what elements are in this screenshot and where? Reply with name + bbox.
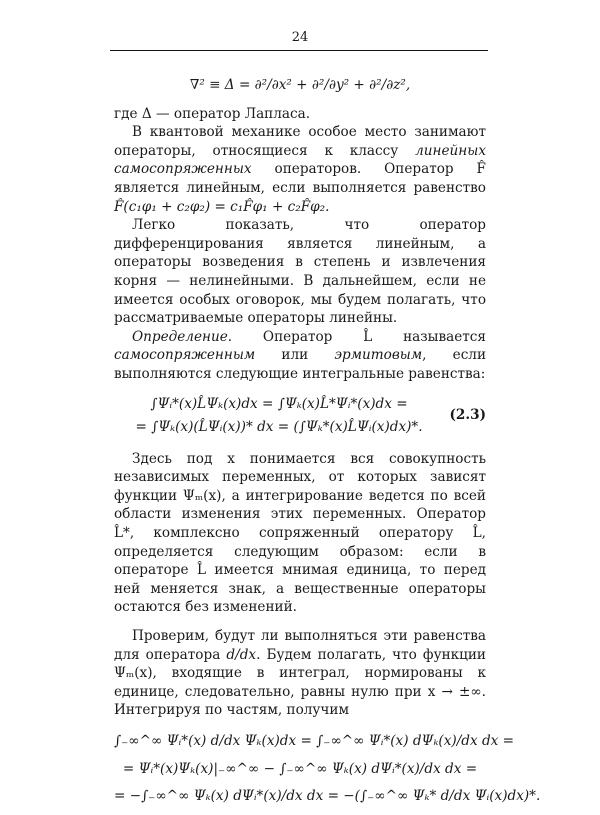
page-number: 24 [291, 30, 309, 45]
text: или [255, 347, 335, 364]
paragraph-differentiation: Легко показать, что оператор дифференцирования является линейным, а операторы возведения в степень и извлечения корня — нелинейными. В дальнейшем, если не имеется особых оговорок, мы будем полагать, что рассматриваемые операторы линейны. [114, 217, 486, 327]
definition-label: Определение [132, 328, 228, 345]
inline-operator-d-dx: d/dx [226, 646, 257, 663]
equation-line: ∫Ψᵢ*(x)L̂Ψₖ(x)dx = ∫Ψₖ(x)L̂*Ψᵢ*(x)dx = [150, 395, 408, 412]
text: . Будем полагать, что функции Ψₘ(x), входящие в интеграл, нормированы к единице, следовательно, равны нулю при x → ±∞. Интегрируя по частям, получим [114, 646, 486, 719]
header-rule [110, 50, 488, 51]
inline-equation-linearity: F̂(c₁φ₁ + c₂φ₂) = c₁F̂φ₁ + c₂F̂φ₂. [114, 198, 330, 215]
text: , если выполняются следующие интегральные равенства: [114, 347, 487, 382]
emphasis: линейных самосопряженных [114, 142, 486, 178]
equation-line: = Ψᵢ*(x)Ψₖ(x)|₋∞^∞ − ∫₋∞^∞ Ψₖ(x) dΨᵢ*(x)/dx dx = [122, 760, 478, 777]
paragraph-laplace: где Δ — оператор Лапласа. [114, 105, 311, 122]
equation-number: (2.3) [449, 407, 486, 424]
paragraph-linear-operators [114, 123, 486, 216]
text: В квантовой механике особое место занимают операторы, относящиеся к классу [114, 124, 486, 159]
paragraph-definition [114, 328, 486, 384]
equation-laplacian: ∇² ≡ Δ = ∂²/∂x² + ∂²/∂y² + ∂²/∂z², [189, 77, 411, 93]
emphasis: эрмитовым [334, 347, 423, 364]
equation-line: = −∫₋∞^∞ Ψₖ(x) dΨᵢ*(x)/dx dx = −(∫₋∞^∞ Ψₖ* d/dx Ψᵢ(x)dx)*. [114, 788, 541, 805]
page-body [114, 62, 541, 815]
equation-2-3 [114, 390, 486, 442]
paragraph-explanation: Здесь под x понимается вся совокупность независимых переменных, от которых зависят функции Ψₘ(x), а интегрирование ведется по всей области изменения этих переменных. Оператор L̂*, комплексно сопряженный оператору L̂, определяется следующим образом: если в операторе L̂ имеется мнимая единица, то перед ней меняется знак, а вещественные операторы остаются без изменений. [114, 450, 486, 616]
integration-by-parts [114, 732, 541, 806]
equation-line: = ∫Ψₖ(x)(L̂Ψᵢ(x))* dx = (∫Ψₖ*(x)L̂Ψᵢ(x)dx)*. [135, 419, 423, 436]
text: операторов. Оператор F̂ является линейным, если выполняется равенство [114, 161, 486, 196]
emphasis: самосопряженным [114, 347, 256, 364]
equation-line: ∫₋∞^∞ Ψᵢ*(x) d/dx Ψₖ(x)dx = ∫₋∞^∞ Ψᵢ*(x) dΨₖ(x)/dx dx = [114, 733, 515, 749]
text: . Оператор L̂ называется [227, 328, 486, 345]
paragraph-check [114, 627, 486, 720]
text: Проверим, будут ли выполняться эти равенства для оператора [114, 628, 486, 663]
